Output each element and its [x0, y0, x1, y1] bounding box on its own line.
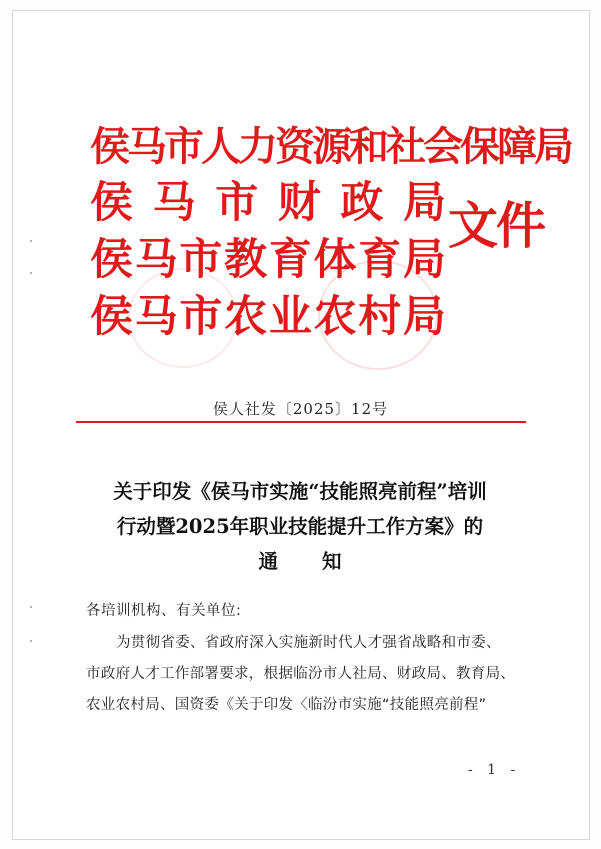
- issuer-line: 侯马市人力资源和社会保障局: [90, 123, 571, 170]
- issuer-char: 局: [402, 178, 446, 228]
- issuer-char: 局: [402, 235, 446, 285]
- issuer-char: 马: [134, 292, 178, 342]
- body-text-line: 农业农村局、国资委《关于印发〈临汾市实施“技能照亮前程”: [86, 697, 487, 713]
- document-type-label: 文件: [448, 196, 544, 255]
- body-text-line: 市政府人才工作部署要求，根据临汾市人社局、财政局、教育局、: [86, 666, 516, 682]
- issuer-char: 农: [313, 292, 357, 342]
- issuer-line: [90, 289, 446, 346]
- issuer-char: 育: [358, 235, 402, 285]
- issuer-char: 体: [313, 235, 357, 285]
- issuer-char: 市: [215, 178, 259, 228]
- document-number: 侯人社发〔2025〕12号: [212, 400, 389, 418]
- issuer-line: [90, 175, 446, 232]
- issuer-char: 教: [224, 235, 268, 285]
- issuer-char: 市: [179, 235, 223, 285]
- issuer-char: 市: [179, 292, 223, 342]
- issuer-char: 业: [268, 292, 312, 342]
- issuer-char: 马: [134, 235, 178, 285]
- issuer-line: [90, 232, 446, 289]
- issuer-char: 侯: [90, 178, 133, 228]
- red-divider-line: [76, 421, 526, 423]
- issuer-char: 马: [152, 178, 196, 228]
- issuer-char: 政: [340, 178, 384, 228]
- issuer-char: 农: [224, 292, 268, 342]
- salutation: 各培训机构、有关单位:: [86, 603, 242, 619]
- page-number: - 1 -: [468, 762, 521, 778]
- issuer-char: 局: [402, 292, 446, 342]
- title-line: 行动暨2025年职业技能提升工作方案》的: [116, 515, 484, 538]
- scan-speck: [30, 272, 32, 274]
- document-title: [60, 474, 540, 579]
- body-text-line: 为贯彻省委、省政府深入实施新时代人才强省战略和市委、: [116, 635, 501, 651]
- title-line: 关于印发《侯马市实施“技能照亮前程”培训: [113, 480, 487, 503]
- issuer-char: 育: [268, 235, 312, 285]
- issuer-char: 侯: [90, 235, 133, 285]
- issuer-char: 侯: [90, 292, 133, 342]
- scan-speck: [30, 606, 32, 608]
- scan-speck: [30, 240, 32, 242]
- scan-speck: [30, 640, 32, 642]
- document-body: [86, 598, 526, 721]
- title-notice-word: 通知: [258, 550, 386, 573]
- issuer-char: 财: [277, 178, 321, 228]
- issuer-char: 村: [358, 292, 402, 342]
